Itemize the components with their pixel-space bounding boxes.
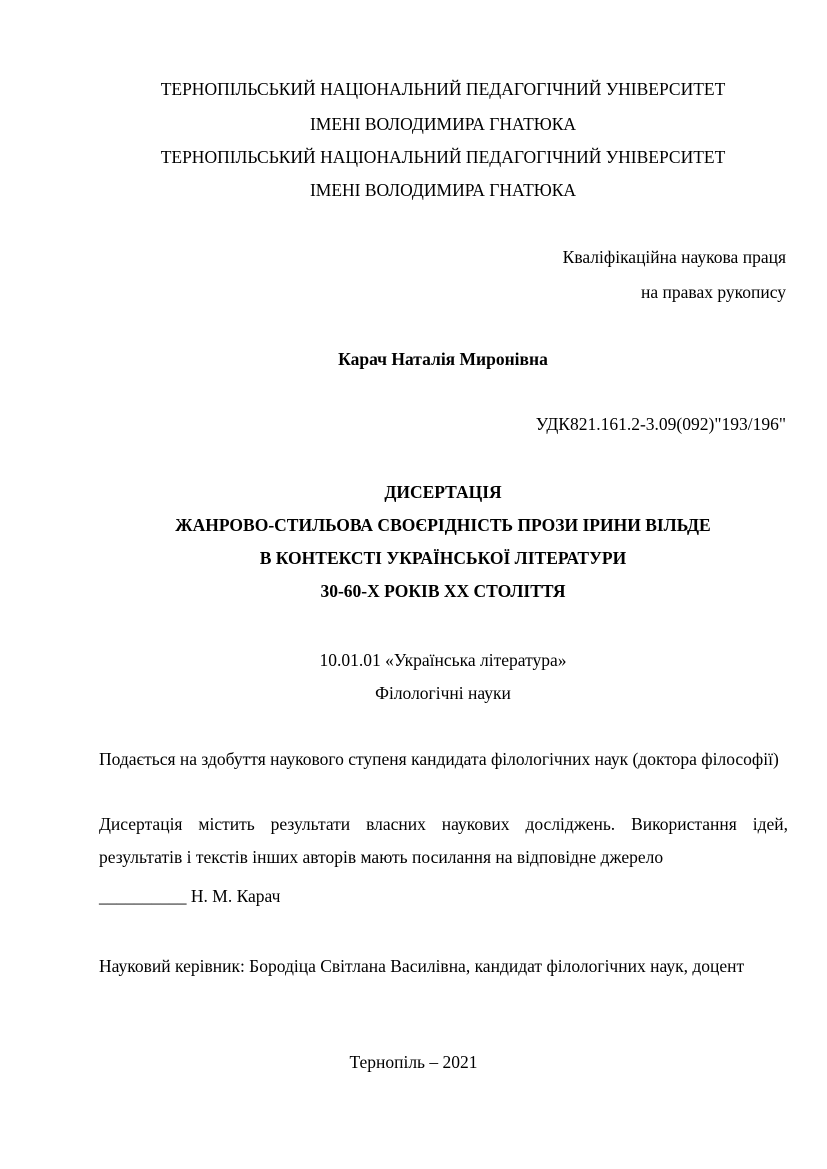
city-year: Тернопіль – 2021 — [349, 1052, 478, 1072]
work-status-line2: на правах рукопису — [641, 282, 786, 302]
work-status-line1: Кваліфікаційна наукова праця — [562, 247, 786, 267]
document-type: ДИСЕРТАЦІЯ — [384, 482, 502, 502]
university-name-line3: ТЕРНОПІЛЬСЬКИЙ НАЦІОНАЛЬНИЙ ПЕДАГОГІЧНИЙ УНІВЕРСИТЕТ — [160, 147, 726, 167]
university-name-line2: ІМЕНІ ВОЛОДИМИРА ГНАТЮКА — [309, 114, 577, 134]
author-signature-line: __________ Н. М. Карач — [99, 886, 281, 906]
university-name-line1: ТЕРНОПІЛЬСЬКИЙ НАЦІОНАЛЬНИЙ ПЕДАГОГІЧНИЙ УНІВЕРСИТЕТ — [160, 79, 726, 99]
science-field: Філологічні науки — [375, 683, 511, 703]
dissertation-title-line2: В КОНТЕКСТІ УКРАЇНСЬКОЇ ЛІТЕРАТУРИ — [259, 548, 627, 568]
originality-statement: Дисертація містить результати власних наукових досліджень. Використання ідей, результатів і текстів інших авторів мають посилання на відповідне джерело — [99, 814, 788, 867]
dissertation-title-line1: ЖАНРОВО-СТИЛЬОВА СВОЄРІДНІСТЬ ПРОЗИ ІРИНИ ВІЛЬДЕ — [175, 515, 711, 535]
university-name-line4: ІМЕНІ ВОЛОДИМИРА ГНАТЮКА — [309, 180, 577, 200]
specialty-code: 10.01.01 «Українська література» — [319, 650, 567, 670]
author-name: Карач Наталія Миронівна — [338, 349, 548, 369]
scientific-supervisor: Науковий керівник: Бородіца Світлана Василівна, кандидат філологічних наук, доцент — [99, 956, 745, 976]
submission-statement: Подається на здобуття наукового ступеня кандидата філологічних наук (доктора філософії) — [99, 749, 779, 769]
udk-code: УДК821.161.2-3.09(092)"193/196" — [535, 414, 786, 434]
dissertation-title-line3: 30-60-Х РОКІВ ХХ СТОЛІТТЯ — [320, 581, 566, 601]
